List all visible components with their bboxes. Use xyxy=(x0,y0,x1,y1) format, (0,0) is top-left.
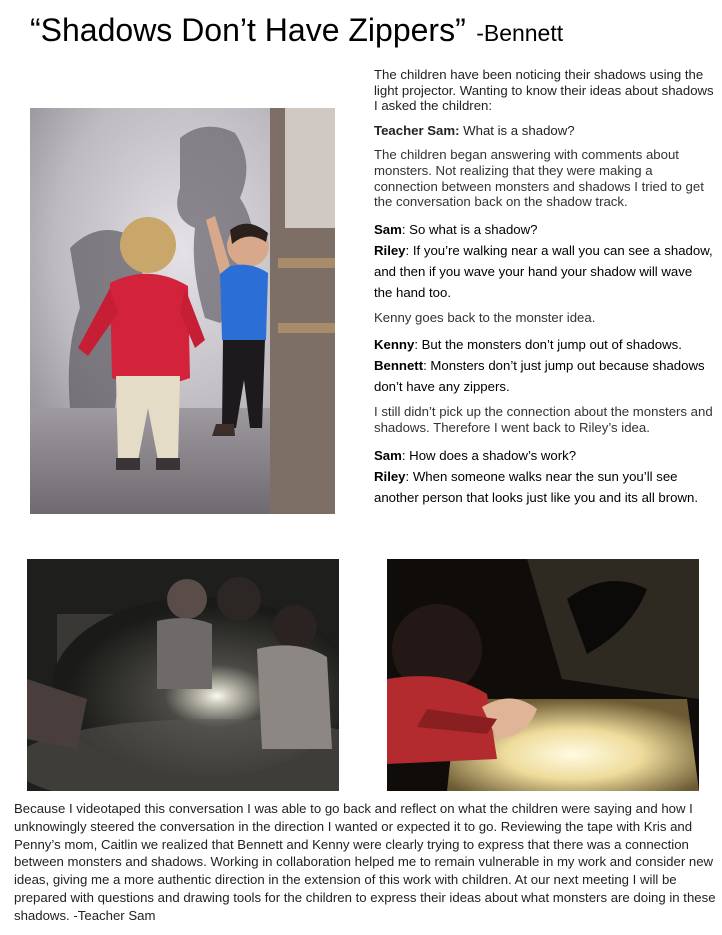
narration-paragraph: Kenny goes back to the monster idea. xyxy=(374,309,596,325)
reflection-paragraph: Because I videotaped this conversation I was able to go back and reflect on what the children were saying and how I unknowingly steered the conversation in the direction I wanted or expected it to go. Reviewing the tape with Kris and Penny’s mom, Caitlin we realized that Bennett and Kenny were clearly trying to express that there was a connection between monsters and shadows. Working in collaboration helped me to remain vulnerable in my work and consider new ideas, giving me a more authentic direction in the extension of this work with children. At our next meeting I will be prepared with questions and drawing tools for the children to express their ideas about what monsters are doing in these shadows. -Teacher Sam xyxy=(14,801,716,923)
speaker-name: Riley xyxy=(374,242,406,258)
dialogue-text: : If you’re walking near a wall you can see a shadow, and then if you wave your hand your shadow will wave the hand too. xyxy=(374,242,713,300)
dialogue-line xyxy=(374,240,714,303)
page-title xyxy=(30,12,563,49)
narration-paragraph: The children began answering with comments about monsters. Not realizing that they were making a connection between monsters and shadows I tried to get the conversation back on the shadow track. xyxy=(374,147,704,210)
dialogue-line xyxy=(374,355,714,397)
photo-flashlight-circle xyxy=(27,559,339,791)
dialogue-column xyxy=(374,67,714,508)
photo-children-shadows xyxy=(30,108,335,514)
intro-paragraph: The children have been noticing their shadows using the light projector. Wanting to know their ideas about shadows I asked the children: xyxy=(374,67,714,114)
dialogue-line xyxy=(374,334,714,355)
dialogue-text: : When someone walks near the sun you’ll see another person that looks just like you and its all brown. xyxy=(374,468,699,505)
title-author: -Bennett xyxy=(476,20,564,46)
speaker-name: Bennett xyxy=(374,358,424,374)
speaker-name: Riley xyxy=(374,468,406,484)
speaker-name: Teacher Sam: xyxy=(374,122,460,138)
narration-paragraph: I still didn’t pick up the connection about the monsters and shadows. Therefore I went back to Riley’s idea. xyxy=(374,404,713,435)
speaker-name: Sam xyxy=(374,221,402,237)
dialogue-line xyxy=(374,445,714,466)
speaker-name: Sam xyxy=(374,447,402,463)
dialogue-line xyxy=(374,466,714,508)
dialogue-text: : Monsters don’t just jump out because shadows don’t have any zippers. xyxy=(374,358,705,395)
photo-light-table xyxy=(387,559,699,791)
dialogue-text: : How does a shadow’s work? xyxy=(401,447,577,463)
dialogue-text: : But the monsters don’t jump out of shadows. xyxy=(414,337,682,353)
dialogue-line xyxy=(374,219,714,240)
dialogue-text: What is a shadow? xyxy=(459,122,575,138)
title-text: “Shadows Don’t Have Zippers” xyxy=(30,12,466,48)
dialogue-text: : So what is a shadow? xyxy=(401,221,538,237)
dialogue-line xyxy=(374,123,714,139)
speaker-name: Kenny xyxy=(374,337,415,353)
